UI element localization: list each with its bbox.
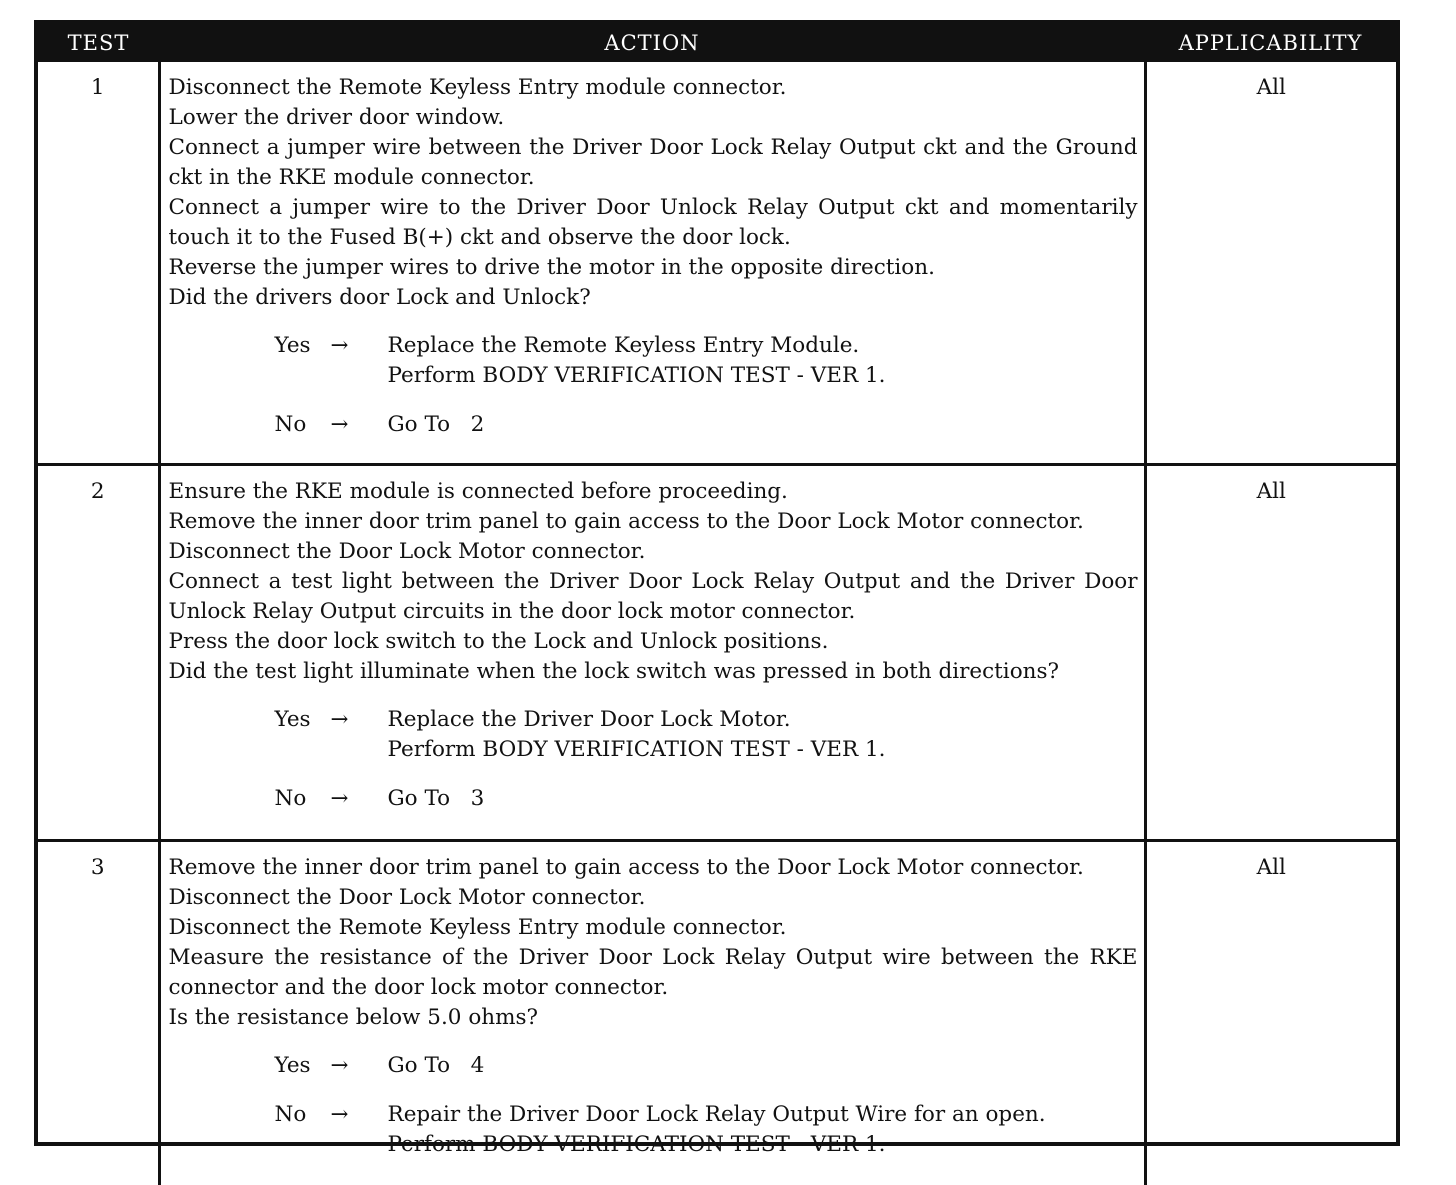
outcome-text — [388, 410, 1138, 440]
outcome-yes — [275, 1051, 1138, 1081]
action-step: Disconnect the Door Lock Motor connector. — [169, 883, 1138, 913]
outcome-line: Perform BODY VERIFICATION TEST - VER 1. — [388, 361, 1138, 391]
right-arrow-icon: → — [331, 1100, 388, 1160]
outcome-yes — [275, 705, 1138, 765]
action-step: Is the resistance below 5.0 ohms? — [169, 1003, 1138, 1033]
right-arrow-icon: → — [331, 410, 388, 440]
right-arrow-icon: → — [331, 705, 388, 765]
outcome-line: Replace the Driver Door Lock Motor. — [388, 705, 1138, 735]
action-step: Measure the resistance of the Driver Door Lock Relay Output wire between the RKE connector and the door lock motor connector. — [169, 943, 1138, 1003]
outcome-yes — [275, 331, 1138, 391]
action-step: Disconnect the Door Lock Motor connector. — [169, 537, 1138, 567]
action-step: Lower the driver door window. — [169, 103, 1138, 133]
action-step: Reverse the jumper wires to drive the motor in the opposite direction. — [169, 253, 1138, 283]
outcome-line: Perform BODY VERIFICATION TEST - VER 1. — [388, 735, 1138, 765]
right-arrow-icon: → — [331, 784, 388, 814]
action-step: Connect a test light between the Driver Door Lock Relay Output and the Driver Door Unlock Relay Output circuits in the door lock motor connector. — [169, 567, 1138, 627]
diagnostic-test-table — [38, 24, 1396, 1185]
outcome-text — [388, 1051, 1138, 1081]
test-number: 2 — [38, 465, 159, 841]
action-step: Connect a jumper wire to the Driver Door Unlock Relay Output ckt and momentarily touch it to the Fused B(+) ckt and observe the door lock. — [169, 193, 1138, 253]
outcome-no — [275, 784, 1138, 814]
action-step: Did the drivers door Lock and Unlock? — [169, 283, 1138, 313]
outcome-label: Yes — [275, 705, 331, 765]
outcome-line: Go To 3 — [388, 784, 1138, 814]
action-step: Remove the inner door trim panel to gain access to the Door Lock Motor connector. — [169, 507, 1138, 537]
table-row — [38, 465, 1396, 841]
test-number: 3 — [38, 841, 159, 1185]
outcome-label: Yes — [275, 1051, 331, 1081]
outcome-text — [388, 331, 1138, 391]
diagnostic-table-frame — [34, 20, 1400, 1146]
table-header-row — [38, 24, 1396, 62]
test-number: 1 — [38, 62, 159, 465]
header-applicability: APPLICABILITY — [1145, 24, 1396, 62]
outcome-line: Perform BODY VERIFICATION TEST - VER 1. — [388, 1130, 1138, 1160]
action-step: Press the door lock switch to the Lock and Unlock positions. — [169, 627, 1138, 657]
applicability-value: All — [1145, 465, 1396, 841]
header-action: ACTION — [159, 24, 1145, 62]
outcome-label: No — [275, 410, 331, 440]
outcome-label: No — [275, 1100, 331, 1160]
outcome-text — [388, 705, 1138, 765]
outcome-line: Repair the Driver Door Lock Relay Output Wire for an open. — [388, 1100, 1138, 1130]
outcome-line: Go To 2 — [388, 410, 1138, 440]
action-cell — [159, 62, 1145, 465]
table-row — [38, 62, 1396, 465]
outcome-no — [275, 410, 1138, 440]
action-step: Ensure the RKE module is connected before proceeding. — [169, 477, 1138, 507]
action-cell — [159, 841, 1145, 1185]
outcome-line: Replace the Remote Keyless Entry Module. — [388, 331, 1138, 361]
action-step: Connect a jumper wire between the Driver Door Lock Relay Output ckt and the Ground ckt in the RKE module connector. — [169, 133, 1138, 193]
action-step: Disconnect the Remote Keyless Entry module connector. — [169, 913, 1138, 943]
outcome-label: No — [275, 784, 331, 814]
outcome-label: Yes — [275, 331, 331, 391]
outcome-text — [388, 784, 1138, 814]
action-step: Disconnect the Remote Keyless Entry module connector. — [169, 73, 1138, 103]
right-arrow-icon: → — [331, 1051, 388, 1081]
outcome-no — [275, 1100, 1138, 1160]
action-step: Did the test light illuminate when the lock switch was pressed in both directions? — [169, 657, 1138, 687]
action-cell — [159, 465, 1145, 841]
outcome-list — [169, 331, 1138, 440]
outcome-line: Go To 4 — [388, 1051, 1138, 1081]
right-arrow-icon: → — [331, 331, 388, 391]
table-row — [38, 841, 1396, 1185]
applicability-value: All — [1145, 841, 1396, 1185]
header-test: TEST — [38, 24, 159, 62]
applicability-value: All — [1145, 62, 1396, 465]
outcome-list — [169, 705, 1138, 814]
outcome-text — [388, 1100, 1138, 1160]
action-step: Remove the inner door trim panel to gain access to the Door Lock Motor connector. — [169, 853, 1138, 883]
outcome-list — [169, 1051, 1138, 1160]
